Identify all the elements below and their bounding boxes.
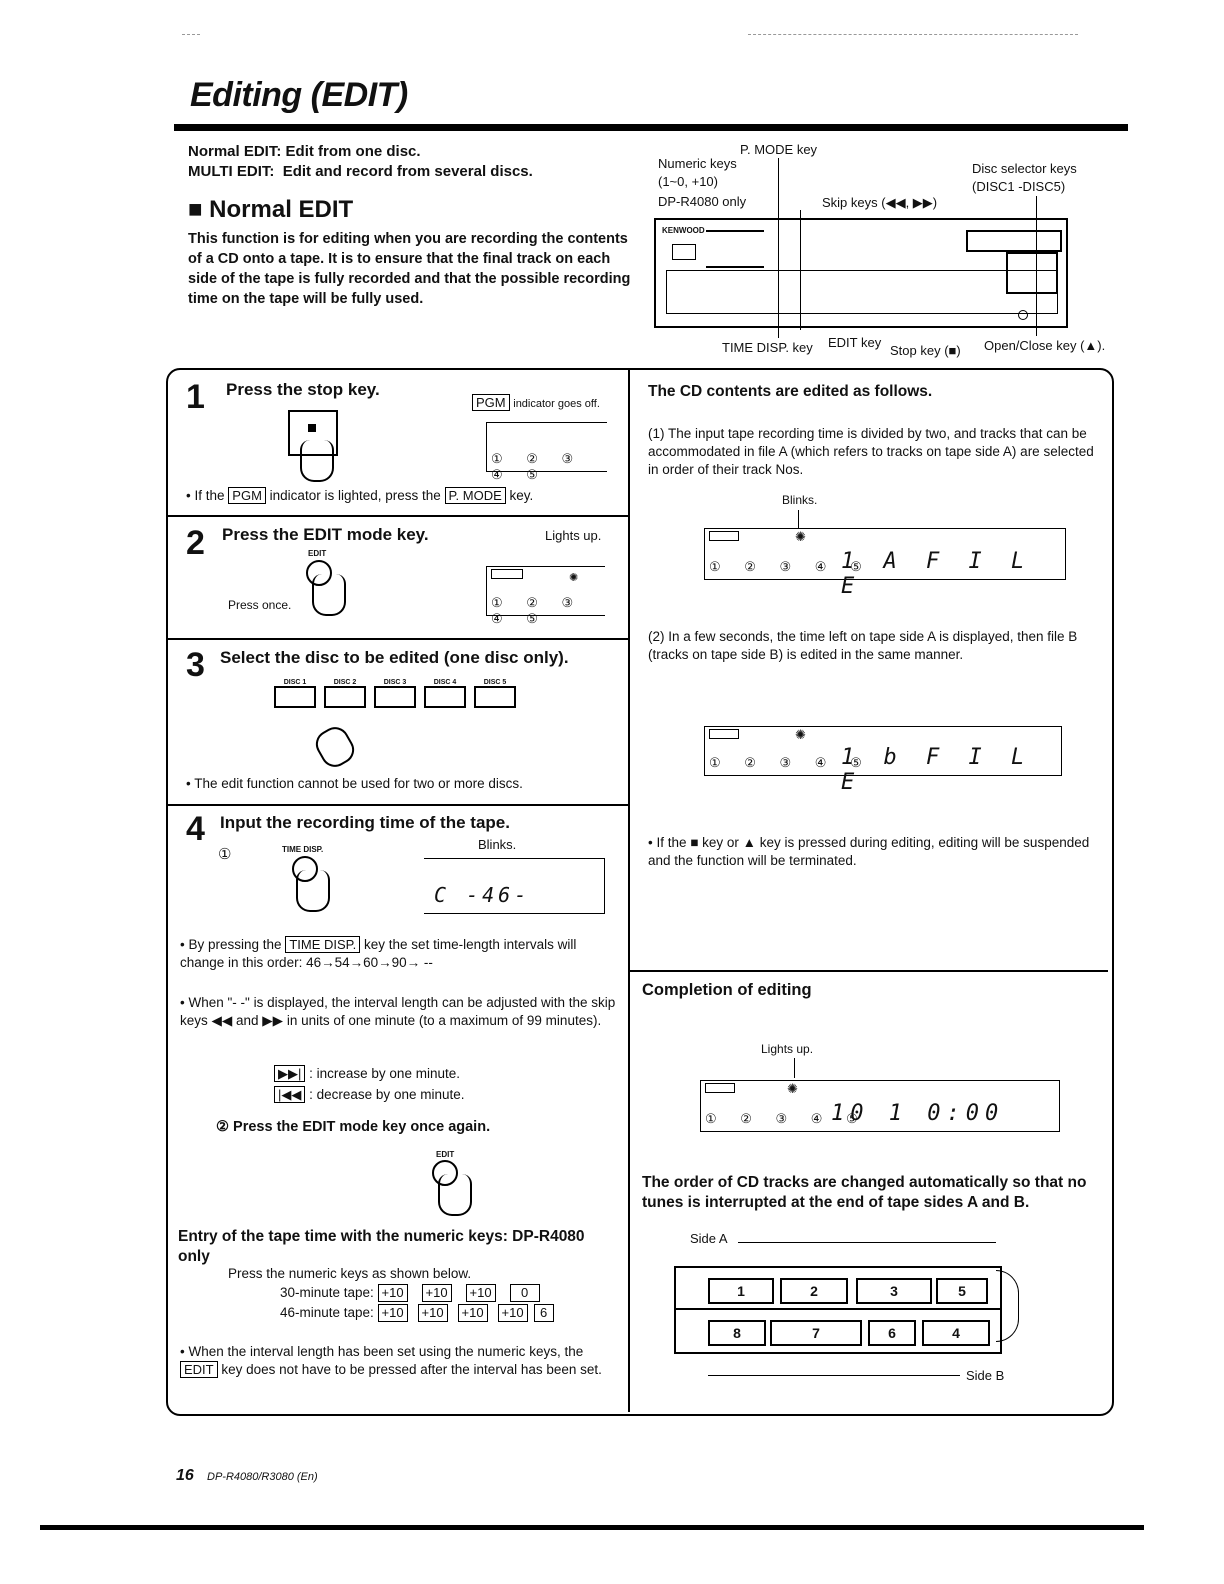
reverse-key-note: |◀◀ : decrease by one minute. — [274, 1086, 464, 1104]
power-button — [672, 244, 696, 260]
step3-title: Select the disc to be edited (one disc only). — [220, 648, 569, 667]
step1-pgm-note: PGM indicator goes off. — [472, 394, 600, 411]
time-disp-leader — [800, 210, 801, 330]
header-dash-line — [748, 34, 1078, 35]
mode-segment — [709, 531, 739, 541]
numeric-key: +10 — [418, 1304, 448, 1322]
step1-note: • If the PGM indicator is lighted, press the P. MODE key. — [186, 488, 534, 503]
track-order-divider — [676, 1308, 1000, 1310]
edit-key: EDIT — [180, 1361, 218, 1378]
step2-display — [486, 566, 605, 626]
tape30-row: 30-minute tape: +10 +10 +10 0 — [280, 1284, 554, 1302]
normal-edit-text: Edit from one disc. — [285, 143, 421, 160]
tape46-row: 46-minute tape: +10 +10 +10 +10 6 — [280, 1304, 568, 1322]
completion-heading: Completion of editing — [642, 981, 812, 999]
pmode-leader — [778, 158, 779, 338]
model-only-label: DP-R4080 only — [658, 194, 747, 209]
step4-note1: • By pressing the TIME DISP. key the set time-length intervals will change in this order: 46→54→60→90→ -- — [180, 937, 577, 970]
numeric-entry-intro: Press the numeric keys as shown below. — [228, 1266, 472, 1281]
pmode-key: P. MODE — [445, 487, 506, 504]
side-a-track: 1 — [708, 1278, 774, 1304]
press-once-label: Press once. — [228, 598, 292, 612]
footer-rule — [40, 1525, 1144, 1530]
substep1-marker: ① — [218, 846, 232, 863]
edit-key-caption: EDIT — [308, 549, 327, 558]
stop-icon — [308, 424, 316, 432]
multi-edit-label: MULTI EDIT: — [188, 163, 275, 180]
disc3-key[interactable]: DISC 3 — [370, 679, 420, 713]
step1-display — [486, 422, 607, 482]
step2-number: 2 — [186, 524, 205, 562]
disc5-key[interactable]: DISC 5 — [470, 679, 520, 713]
step2-divider — [168, 638, 628, 640]
multi-edit-text: Edit and record from several discs. — [282, 163, 533, 180]
intro-description: This function is for editing when you are recording the contents of a CD onto a tape. It is to ensure that the final track on each side of the tape is fully recorded and that the possible recording time on the tape will be fully used. — [188, 231, 631, 307]
device-front-panel — [654, 218, 1068, 328]
edit-item1: (1) The input tape recording time is divided by two, and tracks that can be accommodated in file A (which refers to tracks on tape side A) are selected in order of their track Nos. — [648, 426, 1094, 477]
edit-key-label: EDIT key — [828, 335, 882, 350]
stop-key-label: Stop key (■) — [890, 343, 961, 358]
finger-icon — [438, 1174, 472, 1216]
disc1-key[interactable]: DISC 1 — [270, 679, 320, 713]
disc2-key[interactable]: DISC 2 — [320, 679, 370, 713]
step4-note2: • When "- -" is displayed, the interval length can be adjusted with the skip keys ◀◀ and ▶▶ in units of one minute (to a maximum of 99 minutes). — [180, 995, 616, 1028]
order-note: The order of CD tracks are changed automatically so that no tunes is interrupted at the end of tape sides A and B. — [642, 1174, 1087, 1211]
step3-divider — [168, 804, 628, 806]
step1-number: 1 — [186, 378, 205, 416]
step4-blinks: Blinks. — [478, 837, 517, 852]
pgm-indicator: PGM — [472, 394, 510, 411]
finger-icon — [296, 870, 330, 912]
pmode-key-label: P. MODE key — [740, 142, 818, 157]
brand-logo: KENWOOD — [662, 226, 705, 235]
side-b-track: 4 — [922, 1320, 990, 1346]
disc-selector-buttons — [966, 230, 1062, 252]
step2-lights-up: Lights up. — [545, 528, 602, 543]
numeric-entry-heading: Entry of the tape time with the numeric keys: DP-R4080 only — [178, 1228, 585, 1265]
file-b-text: 1 b F I L E — [841, 745, 1033, 795]
forward-skip-icon: ▶▶| — [274, 1065, 305, 1082]
reverse-skip-icon: |◀◀ — [274, 1086, 305, 1103]
completion-lights-up: Lights up. — [761, 1042, 814, 1056]
page-title: Editing (EDIT) — [190, 76, 408, 114]
side-a-track: 2 — [780, 1278, 848, 1304]
normal-edit-line — [188, 143, 421, 160]
blink-icon: ✺ — [795, 529, 806, 544]
numeric-key: 6 — [534, 1304, 554, 1322]
edit-lit-icon: ✺ — [787, 1081, 798, 1096]
square-bullet-icon: ■ — [188, 196, 203, 223]
header-dash-small — [182, 34, 200, 35]
open-close-key-label: Open/Close key (▲). — [984, 338, 1106, 353]
side-a-label: Side A — [690, 1231, 728, 1246]
track-circles: ① ② ③ ④ ⑤ — [709, 755, 872, 770]
side-a-track: 5 — [936, 1278, 988, 1304]
side-b-arrow — [708, 1375, 960, 1376]
side-b-track: 8 — [708, 1320, 766, 1346]
step2-title: Press the EDIT mode key. — [222, 525, 429, 544]
mode-segment — [709, 729, 739, 739]
numeric-keys-label: Numeric keys — [658, 156, 737, 171]
side-a-arrow — [738, 1242, 996, 1243]
disc-tray — [1006, 252, 1058, 294]
time-value: C -46- — [434, 883, 531, 907]
track-circles: ① ② ③ ④ ⑤ — [491, 595, 584, 626]
blinks-leader — [798, 510, 799, 528]
tray-slot — [666, 270, 1058, 314]
mode-segment — [705, 1083, 735, 1093]
lcd-file-a — [704, 528, 1066, 599]
side-b-label: Side B — [966, 1368, 1005, 1383]
numeric-key: +10 — [378, 1304, 408, 1322]
completion-text: 10 1 0:00 — [831, 1101, 1005, 1126]
numeric-key: +10 — [466, 1284, 496, 1302]
numeric-key: +10 — [498, 1304, 528, 1322]
column-divider — [628, 370, 630, 1412]
model-footer: DP-R4080/R3080 (En) — [207, 1471, 318, 1483]
side-b-track: 6 — [868, 1320, 916, 1346]
numeric-key: +10 — [458, 1304, 488, 1322]
multi-edit-line — [188, 163, 533, 180]
track-circles: ① ② ③ ④ ⑤ — [709, 559, 872, 574]
pgm-key: PGM — [228, 487, 266, 504]
numeric-key: 0 — [510, 1284, 540, 1302]
suspend-note: • If the ■ key or ▲ key is pressed during editing, editing will be suspended and the function will be terminated. — [648, 835, 1090, 868]
side-b-track: 7 — [770, 1320, 862, 1346]
blinks-label: Blinks. — [782, 493, 818, 507]
mode-segment — [491, 569, 523, 579]
time-disp-key-label: TIME DISP. key — [722, 340, 813, 355]
step4-title: Input the recording time of the tape. — [220, 813, 510, 832]
step4-number: 4 — [186, 810, 205, 848]
step1-divider — [168, 515, 628, 517]
lights-up-leader — [794, 1058, 795, 1078]
skip-keys-label: Skip keys (◀◀, ▶▶) — [822, 195, 938, 210]
right-heading: The CD contents are edited as follows. — [648, 383, 933, 400]
title-rule — [174, 124, 1128, 131]
numeric-key: +10 — [378, 1284, 408, 1302]
edit-item2: (2) In a few seconds, the time left on tape side A is displayed, then file B (tracks on tape side B) is edited in the same manner. — [648, 629, 1078, 662]
numeric-key: +10 — [422, 1284, 452, 1302]
page-number: 16 — [176, 1467, 194, 1484]
cassette-controls — [706, 230, 764, 268]
step3-note: • The edit function cannot be used for two or more discs. — [186, 776, 523, 791]
lcd-completion — [700, 1080, 1060, 1132]
edit-lit-icon: ✺ — [569, 572, 579, 584]
numeric-range-label: (1~0, +10) — [658, 174, 718, 189]
disc4-key[interactable]: DISC 4 — [420, 679, 470, 713]
track-circles: ① ② ③ ④ ⑤ — [705, 1111, 868, 1126]
forward-key-note: ▶▶| : increase by one minute. — [274, 1065, 460, 1083]
right-divider — [630, 970, 1108, 972]
section-heading: ■ Normal EDIT — [188, 196, 354, 223]
step4-display — [424, 858, 605, 914]
blink-icon: ✺ — [795, 727, 806, 742]
open-close-leader — [1036, 196, 1037, 336]
time-disp-key: TIME DISP. — [285, 936, 360, 953]
substep2-instruction: ② Press the EDIT mode key once again. — [216, 1119, 491, 1135]
time-disp-caption: TIME DISP. — [282, 845, 324, 854]
finger-icon — [300, 440, 334, 482]
lcd-file-b — [704, 726, 1062, 795]
file-a-text: 1 A F I L E — [841, 549, 1033, 599]
disc-selector-label: Disc selector keys — [972, 161, 1077, 176]
track-circles: ① ② ③ ④ ⑤ — [491, 451, 584, 482]
open-close-button — [1018, 310, 1028, 320]
finger-icon — [312, 574, 346, 616]
step3-number: 3 — [186, 646, 205, 684]
disc-range-label: (DISC1 -DISC5) — [972, 179, 1066, 194]
edit-key-caption: EDIT — [436, 1150, 455, 1159]
side-a-track: 3 — [856, 1278, 932, 1304]
disc-selector-row — [270, 679, 520, 713]
normal-edit-label: Normal EDIT: — [188, 143, 282, 160]
step1-title: Press the stop key. — [226, 380, 380, 399]
step4-final-note: • When the interval length has been set using the numeric keys, the EDIT key does not have to be pressed after the interval has been set. — [180, 1344, 602, 1377]
